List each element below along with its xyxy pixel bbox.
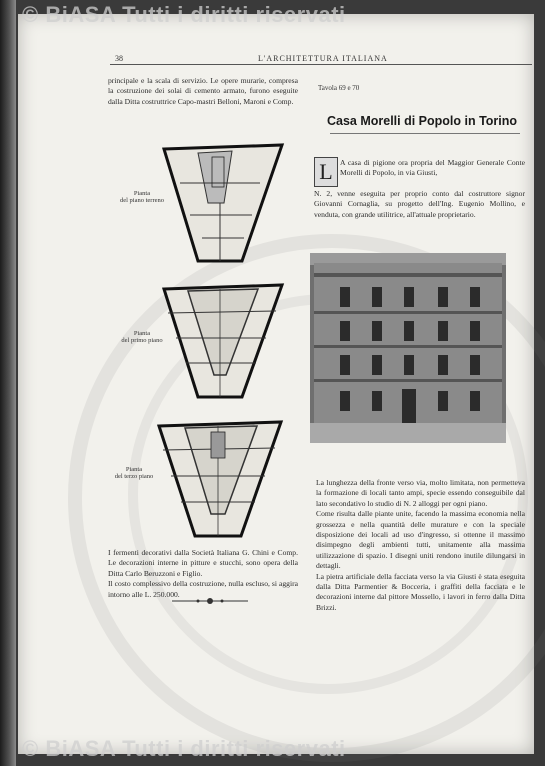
title-rule [330, 133, 520, 134]
left-bottom-paragraphs [108, 548, 298, 600]
floor-plan-first [160, 283, 285, 400]
right-body-paragraphs [316, 478, 525, 613]
plan-label-ground-line1: Pianta [133, 190, 151, 197]
floor-plan-third [155, 420, 285, 540]
right-body-text-1: La lunghezza della fronte verso via, molto limitata, non permetteva la formazione di locali tanto ampi, specie essendo conseguibile dal lato secondativo lo studio di N. 2 alloggi per ogni piano. [316, 478, 525, 508]
article-title: Casa Morelli di Popolo in Torino [326, 114, 518, 128]
plan-label-first-line1: Pianta [133, 330, 151, 337]
page-number: 38 [115, 54, 123, 63]
drop-cap: L [314, 157, 338, 187]
left-bottom-text-2: Il costo complessivo della costruzione, nulla escluso, si aggira intorno alle L. 250.000. [108, 579, 298, 599]
left-top-paragraph [108, 76, 298, 107]
book-binding-edge [0, 0, 16, 766]
plan-label-third-line1: Pianta [125, 466, 143, 473]
floor-plan-ground [160, 143, 285, 265]
running-title: L'ARCHITETTURA ITALIANA [258, 54, 388, 63]
plan-label-ground [112, 190, 172, 204]
decorative-ornament [170, 596, 250, 606]
plan-label-first-line2: del primo piano [121, 337, 163, 344]
plan-label-first [112, 330, 172, 344]
intro-first-lines: A casa di pigione ora propria del Maggior Generale Conte Morelli di Popolo, in via Giusti, [340, 158, 525, 178]
plan-label-third [104, 466, 164, 480]
watermark-top: © BiASA Tutti i diritti riservati [22, 2, 346, 27]
plan-label-ground-line2: del piano terreno [119, 197, 165, 204]
watermark-bottom: © BiASA Tutti i diritti riservati [22, 736, 346, 761]
plan-label-third-line2: del terzo piano [114, 473, 154, 480]
left-bottom-text-1: I fermenti decorativi dalla Società Italiana G. Chini e Comp. Le decorazioni interne in pitture e stucchi, sono opera della Ditta Carlo Beruzzoni e Figlio. [108, 548, 298, 578]
plate-reference: Tavola 69 e 70 [318, 84, 360, 92]
left-top-text: principale e la scala di servizio. Le opere murarie, compresa la costruzione dei solai di cemento armato, furono eseguite dalla Ditta costruttrice Capo-mastri Belloni, Maroni e Comp. [108, 76, 298, 106]
intro-rest: N. 2, venne eseguita per proprio conto dal costruttore signor Giovanni Cornaglia, su progetto dell'Ing. Eugenio Mollino, e venduta, con grande utilitrice, all'attuale proprietario. [314, 189, 525, 219]
right-body-text-2: Come risulta dalle piante unite, facendo la massima economia nella grossezza e nella quantità delle murature e con la speciale disposizione dei locali ad uso d'ingresso, si ottenne il massimo disimpegno degli ambienti tutti, unitamente alla massima utilizzazione di spazio. I disegni uniti rendono inutile dilungarsi in dettagli. [316, 509, 525, 571]
header-rule [110, 64, 532, 65]
building-facade-photograph [310, 253, 506, 443]
right-body-text-3: La pietra artificiale della facciata verso la via Giusti è stata eseguita dalla Ditta Parmentier & Bocceria, i graffiti della facciata e le decorazioni interne dal pittore Mossello, i lavori in ferro dalla Ditta Brizzi. [316, 571, 525, 612]
